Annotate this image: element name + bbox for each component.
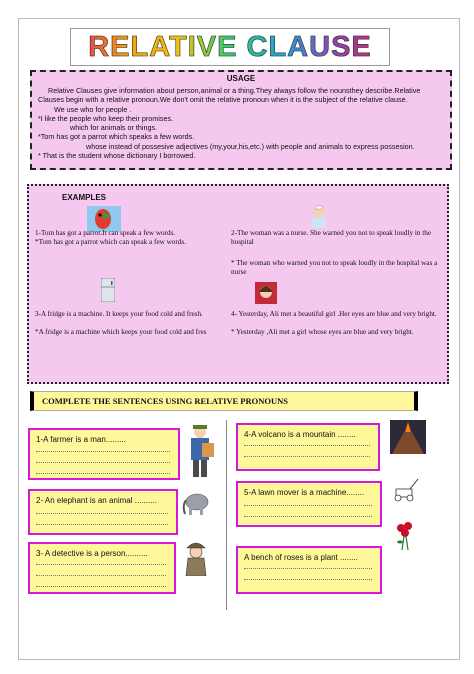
roses-icon [392,520,418,550]
usage-line: which for animals or things. [70,123,158,133]
question-4-box[interactable] [236,423,380,471]
examples-panel [27,184,449,384]
answer-line [36,462,170,463]
volcano-icon [390,420,426,454]
example-3-sentence: 3-A fridge is a machine. It keeps your food cold and fresh. [35,310,203,318]
answer-line [244,456,370,457]
example-1-answer: *Tom has got a parrot which can speak a few words. [35,238,186,246]
examples-heading: EXAMPLES [62,193,107,202]
elephant-icon [182,488,210,518]
answer-line [36,451,170,452]
usage-line: * That is the student whose dictionary I borrowed. [38,151,196,161]
question-6-box[interactable] [236,546,382,594]
question-5-box[interactable] [236,481,382,527]
answer-line [244,579,372,580]
question-3-text: 3- A detective is a person.......... [36,549,148,558]
page-title: RELATIVE CLAUSE [71,29,389,65]
answer-line [36,586,166,587]
nurse-icon [307,204,331,228]
question-2-text: 2- An elephant is an animal .......... [36,496,157,505]
question-3-box[interactable] [28,542,176,594]
column-divider [226,420,227,610]
girl-icon [255,282,277,304]
usage-panel [30,70,452,170]
usage-line: *I like the people who keep their promises. [38,113,174,123]
farmer-icon [184,423,218,479]
question-1-box[interactable] [28,428,180,480]
example-3-answer: *A fridge is a machine which keeps your food cold and fres [35,328,207,336]
answer-line [244,516,372,517]
example-4-sentence: 4- Yesterday, Ali met a beautiful girl .Her eyes are blue and very bright. [231,310,437,318]
question-5-text: 5-A lawn mover is a machine........ [244,488,365,497]
question-1-text: 1-A farmer is a man......... [36,435,126,444]
usage-line: Relative Clauses give information about person,animal or a thing.They always follow the nounsthey describe.Relative Clauses begin with a relative pronoun.We don't omit the relative pronoun when it is the subject of the relative clause. [38,86,421,105]
detective-icon [182,540,210,576]
example-4-answer: * Yesterday ,Ali met a girl whose eyes are blue and very bright. [231,328,414,336]
usage-line: *Tom has got a parrot which speaks a few words. [38,132,195,142]
fridge-icon [101,278,115,302]
example-2-answer: * The woman who warned you not to speak loudly in the hospital was a nurse [231,259,438,276]
answer-line [36,524,168,525]
answer-line [36,564,166,565]
example-1-sentence: 1-Tom has got a parrot.It can speak a few words. [35,229,176,237]
title-banner [70,28,390,66]
usage-line: We use who for people . [54,104,132,114]
answer-line [36,473,170,474]
instruction-banner: COMPLETE THE SENTENCES USING RELATIVE PRONOUNS [30,391,418,411]
question-2-box[interactable] [28,489,178,535]
answer-line [36,575,166,576]
question-4-text: 4-A volcano is a mountain ........ [244,430,356,439]
question-6-text: A bench of roses is a plant ........ [244,553,358,562]
example-2-sentence: 2-The woman was a nurse. She warned you not to speak loudly in the hospital [231,229,432,246]
lawn-mower-icon [390,477,420,503]
answer-line [244,505,372,506]
answer-line [244,445,370,446]
answer-line [36,513,168,514]
usage-body [38,86,444,160]
usage-line: whose instead of possesive adjectives (my,your,his,etc.) with people and animals to express possesion. [86,141,415,151]
usage-heading: USAGE [226,74,256,83]
answer-line [244,568,372,569]
